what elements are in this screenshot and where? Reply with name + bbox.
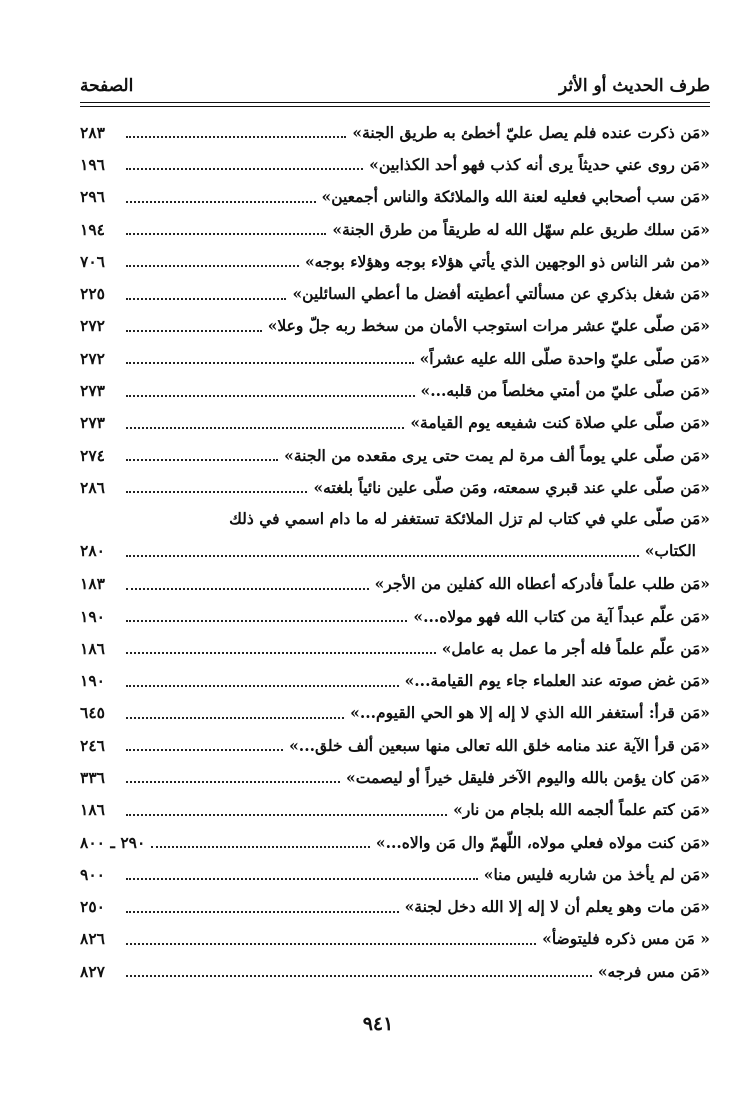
entry-page: ٢٧٢ — [80, 316, 105, 336]
index-entry — [80, 761, 710, 793]
entry-text: «مَن لم يأخذ من شاربه فليس منا» — [483, 864, 710, 884]
dot-leader — [126, 330, 262, 332]
entry-page: ٢٩٠ ـ ٨٠٠ — [80, 832, 146, 852]
dot-leader — [126, 975, 592, 977]
entry-text: «مَن صلّى عليّ من أمتي مخلصاً من قلبه...» — [420, 381, 710, 401]
entry-text: «مَن كتم علماً ألجمه الله بلجام من نار» — [453, 800, 710, 820]
page-number: ٩٤١ — [362, 1013, 394, 1035]
entry-page: ٢٧٣ — [80, 381, 105, 401]
index-entry — [80, 632, 710, 664]
dot-leader — [126, 652, 436, 654]
dot-leader — [126, 911, 399, 913]
entry-text: «مَن شغل بذكري عن مسألتي أعطيته أفضل ما أعطي السائلين» — [292, 284, 710, 304]
index-entry — [80, 148, 710, 180]
entry-text: «مَن علّم عبداً آية من كتاب الله فهو مولاه...» — [413, 606, 710, 626]
index-entry — [80, 504, 710, 534]
entry-text: «مَن روى عني حديثاً يرى أنه كذب فهو أحد الكذابين» — [369, 154, 710, 174]
entry-text: «مَن غض صوته عند العلماء جاء يوم القيامة...» — [404, 671, 710, 691]
entry-page: ٧٠٦ — [80, 251, 105, 271]
entry-page: ٢٩٦ — [80, 187, 105, 207]
index-entry — [80, 471, 710, 503]
index-entry — [80, 374, 710, 406]
index-entry — [80, 729, 710, 761]
entry-text: الكتاب» — [644, 541, 696, 561]
index-entry — [80, 891, 710, 923]
entry-page: ٢٧٤ — [80, 445, 105, 465]
index-entry — [80, 697, 710, 729]
index-entry — [80, 245, 710, 277]
entry-page: ٩٠٠ — [80, 864, 105, 884]
entry-text: «مَن صلّى علي عند قبري سمعته، ومَن صلّى علين نائياً بلغته» — [313, 477, 710, 497]
dot-leader — [126, 362, 414, 364]
dot-leader — [126, 265, 299, 267]
dot-leader — [126, 427, 404, 429]
dot-leader — [126, 298, 286, 300]
index-entry — [80, 955, 710, 987]
dot-leader — [126, 555, 639, 557]
dot-leader — [126, 588, 369, 590]
dot-leader — [126, 620, 407, 622]
index-entry — [80, 213, 710, 245]
index-entry — [80, 664, 710, 696]
index-entry — [80, 600, 710, 632]
header-hadith-label: طرف الحديث أو الأثر — [559, 76, 710, 96]
entry-text: « مَن مس ذكره فليتوضأ» — [542, 929, 710, 949]
entry-page: ١٩٠ — [80, 671, 105, 691]
entry-page: ١٨٦ — [80, 800, 105, 820]
entry-page: ٨٢٦ — [80, 929, 105, 949]
entry-text: «مَن علّم علماً فله أجر ما عمل به عامل» — [441, 638, 710, 658]
dot-leader — [126, 136, 346, 138]
index-entry — [80, 794, 710, 826]
entry-page: ٢٧٣ — [80, 413, 105, 433]
dot-leader — [151, 846, 370, 848]
entry-page: ٢٢٥ — [80, 284, 105, 304]
index-entry — [80, 923, 710, 955]
entry-page: ١٨٣ — [80, 574, 105, 594]
dot-leader — [126, 878, 478, 880]
index-entry — [80, 439, 710, 471]
index-entry — [80, 858, 710, 890]
index-entry — [80, 310, 710, 342]
header-page-label: الصفحة — [80, 76, 134, 96]
dot-leader — [126, 395, 415, 397]
entry-text: «من شر الناس ذو الوجهين الذي يأتي هؤلاء بوجه وهؤلاء بوجه» — [304, 251, 710, 271]
entry-page: ٢٧٢ — [80, 348, 105, 368]
entry-text: «مَن مات وهو يعلم أن لا إله إلا الله دخل لجنة» — [404, 897, 710, 917]
entry-page: ١٩٦ — [80, 154, 105, 174]
entry-page: ١٩٤ — [80, 219, 105, 239]
entry-page: ١٨٦ — [80, 638, 105, 658]
header-rule-top — [80, 102, 710, 103]
table-header — [80, 70, 710, 102]
entry-text: «مَن صلّى علي صلاة كنت شفيعه يوم القيامة» — [410, 413, 710, 433]
entry-text: «مَن سلك طريق علم سهّل الله له طريقاً من طرق الجنة» — [332, 219, 710, 239]
entry-page: ٢٨٣ — [80, 122, 105, 142]
index-entry — [80, 342, 710, 374]
index-entry — [80, 181, 710, 213]
dot-leader — [126, 749, 283, 751]
index-entry — [80, 116, 710, 148]
dot-leader — [126, 233, 326, 235]
entry-text: «مَن صلّى علي يوماً ألف مرة لم يمت حتى يرى مقعده من الجنة» — [284, 445, 710, 465]
dot-leader — [126, 201, 316, 203]
entry-text: «مَن ذكرت عنده فلم يصل عليّ أخطئ به طريق الجنة» — [352, 122, 710, 142]
entry-page: ٢٤٦ — [80, 735, 105, 755]
entry-page: ١٩٠ — [80, 606, 105, 626]
dot-leader — [126, 491, 307, 493]
index-entry-continuation — [80, 534, 710, 568]
entry-page: ٨٢٧ — [80, 961, 105, 981]
entry-page: ٣٣٦ — [80, 767, 105, 787]
entry-text: «مَن مس فرجه» — [597, 961, 710, 981]
entry-page: ٦٤٥ — [80, 703, 105, 723]
index-entry — [80, 568, 710, 600]
entry-page: ٢٨٠ — [80, 541, 105, 561]
entry-text: «مَن صلّى عليّ واحدة صلّى الله عليه عشراً» — [419, 348, 710, 368]
dot-leader — [126, 781, 340, 783]
entry-text: «مَن طلب علماً فأدركه أعطاه الله كفلين من الأجر» — [374, 574, 710, 594]
entry-text: «مَن سب أصحابي فعليه لعنة الله والملائكة والناس أجمعين» — [321, 187, 710, 207]
hadith-index-list — [80, 116, 710, 987]
dot-leader — [126, 717, 344, 719]
entry-text: «مَن صلّى عليّ عشر مرات استوجب الأمان من سخط ربه جلّ وعلا» — [267, 316, 710, 336]
entry-page: ٢٥٠ — [80, 897, 105, 917]
dot-leader — [126, 814, 447, 816]
entry-text: «مَن كان يؤمن بالله واليوم الآخر فليقل خيراً أو ليصمت» — [346, 767, 710, 787]
dot-leader — [126, 943, 536, 945]
entry-text: «مَن صلّى علي في كتاب لم تزل الملائكة تستغفر له ما دام اسمي في ذلك — [229, 509, 710, 529]
dot-leader — [126, 168, 363, 170]
entry-text: «مَن قرأ الآية عند منامه خلق الله تعالى منها سبعين ألف خلق...» — [289, 735, 710, 755]
index-entry — [80, 407, 710, 439]
entry-page: ٢٨٦ — [80, 477, 105, 497]
header-rule-bottom — [80, 106, 710, 107]
index-entry — [80, 826, 710, 858]
dot-leader — [126, 685, 399, 687]
entry-text: «مَن كنت مولاه فعلي مولاه، اللّهمّ وال مَن والاه...» — [375, 832, 710, 852]
entry-text: «مَن قرأ: أستغفر الله الذي لا إله إلا هو الحي القيوم...» — [350, 703, 710, 723]
dot-leader — [126, 459, 278, 461]
index-entry — [80, 277, 710, 309]
